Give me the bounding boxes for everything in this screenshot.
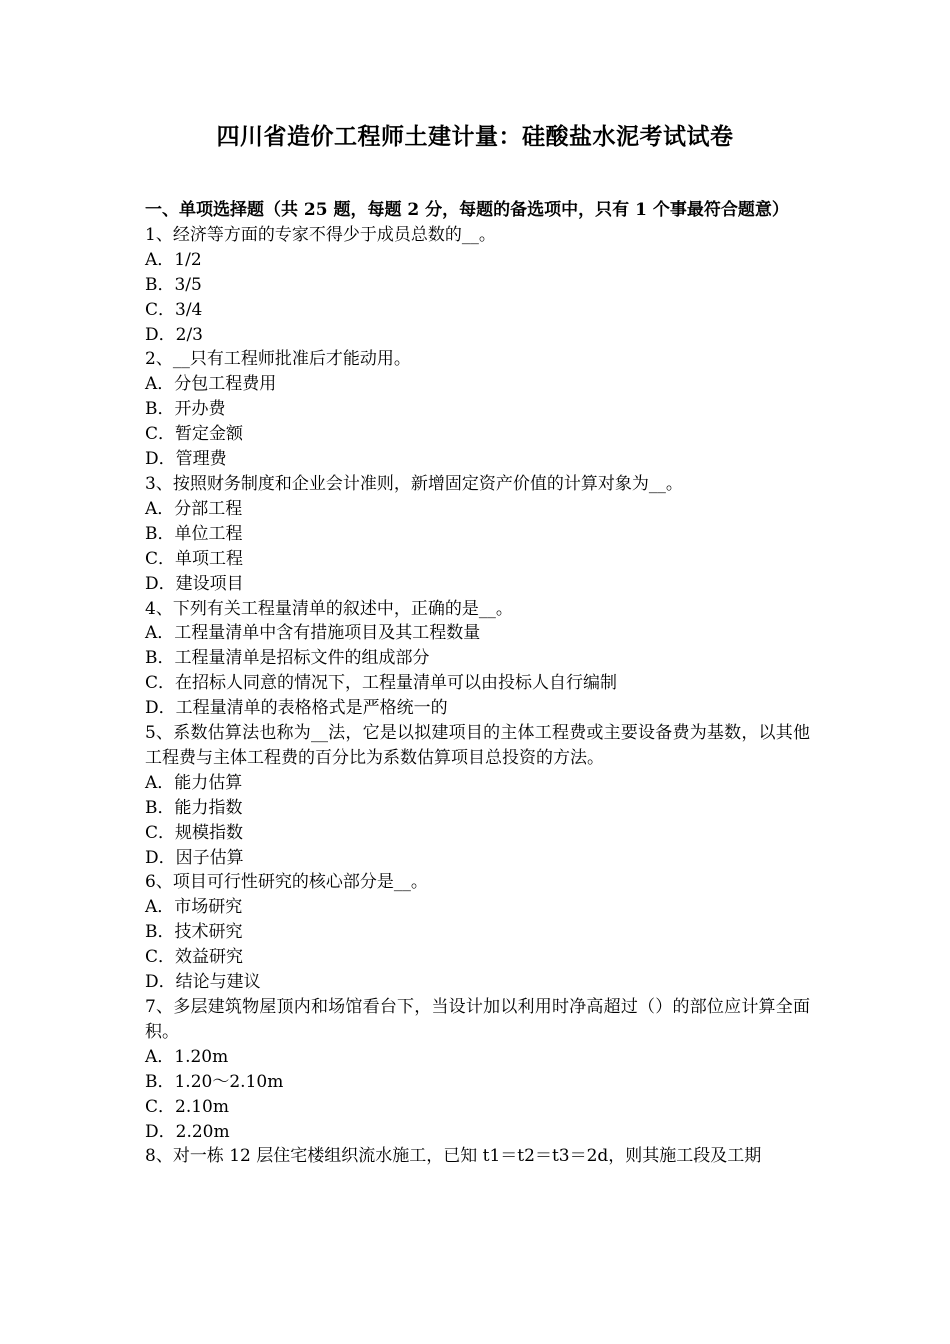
option-d: D．因子估算 <box>145 847 244 868</box>
option-d: D．建设项目 <box>145 573 244 594</box>
option-c: C．效益研究 <box>145 947 244 968</box>
question-stem: 7、多层建筑物屋顶内和场馆看台下，当设计加以利用时净高超过（）的部位应计算全面积。 <box>145 997 810 1042</box>
option-a: A．分包工程费用 <box>145 374 277 395</box>
option-c: C．规模指数 <box>145 822 244 843</box>
option-b: B．3/5 <box>145 274 202 295</box>
option-c: C．2.10m <box>145 1096 229 1117</box>
option-a: A．能力估算 <box>145 772 243 793</box>
question-stem: 5、系数估算法也称为__法，它是以拟建项目的主体工程费或主要设备费为基数，以其他工程费与主体工程费的百分比为系数估算项目总投资的方法。 <box>145 723 810 768</box>
question-stem: 3、按照财务制度和企业会计准则，新增固定资产价值的计算对象为__。 <box>145 473 683 494</box>
question-5 <box>145 721 810 870</box>
question-stem: 2、__只有工程师批准后才能动用。 <box>145 349 411 370</box>
question-stem: 1、经济等方面的专家不得少于成员总数的__。 <box>145 224 496 245</box>
option-b: B．1.20～2.10m <box>145 1071 284 1092</box>
option-b: B．工程量清单是招标文件的组成部分 <box>145 648 430 669</box>
question-4 <box>145 597 810 722</box>
question-8 <box>145 1144 810 1169</box>
option-d: D．结论与建议 <box>145 972 261 993</box>
option-c: C．暂定金额 <box>145 424 244 445</box>
option-d: D．工程量清单的表格格式是严格统一的 <box>145 698 448 719</box>
question-stem: 6、项目可行性研究的核心部分是__。 <box>145 872 428 893</box>
option-a: A．分部工程 <box>145 498 243 519</box>
question-2 <box>145 347 810 472</box>
option-b: B．能力指数 <box>145 797 243 818</box>
page-title: 四川省造价工程师土建计量：硅酸盐水泥考试试卷 <box>216 123 734 150</box>
option-c: C．3/4 <box>145 299 203 320</box>
option-a: A．工程量清单中含有措施项目及其工程数量 <box>145 623 481 644</box>
question-6 <box>145 870 810 995</box>
section-heading: 一、单项选择题（共 25 题，每题 2 分，每题的备选项中，只有 1 个事最符合题意） <box>145 200 789 220</box>
option-d: D．2/3 <box>145 324 203 345</box>
option-a: A．1.20m <box>145 1046 229 1067</box>
question-stem: 4、下列有关工程量清单的叙述中，正确的是__。 <box>145 598 513 619</box>
exam-content <box>145 198 810 1169</box>
option-b: B．技术研究 <box>145 922 243 943</box>
question-1 <box>145 223 810 348</box>
question-stem: 8、对一栋 12 层住宅楼组织流水施工，已知 t1＝t2＝t3＝2d，则其施工段及工期 <box>145 1146 762 1167</box>
option-c: C．在招标人同意的情况下，工程量清单可以由投标人自行编制 <box>145 673 618 694</box>
option-b: B．开办费 <box>145 399 226 420</box>
option-c: C．单项工程 <box>145 548 244 569</box>
option-a: A．市场研究 <box>145 897 243 918</box>
question-7 <box>145 995 810 1144</box>
option-b: B．单位工程 <box>145 523 243 544</box>
option-a: A．1/2 <box>145 249 202 270</box>
option-d: D．管理费 <box>145 449 227 470</box>
question-3 <box>145 472 810 597</box>
option-d: D．2.20m <box>145 1121 230 1142</box>
